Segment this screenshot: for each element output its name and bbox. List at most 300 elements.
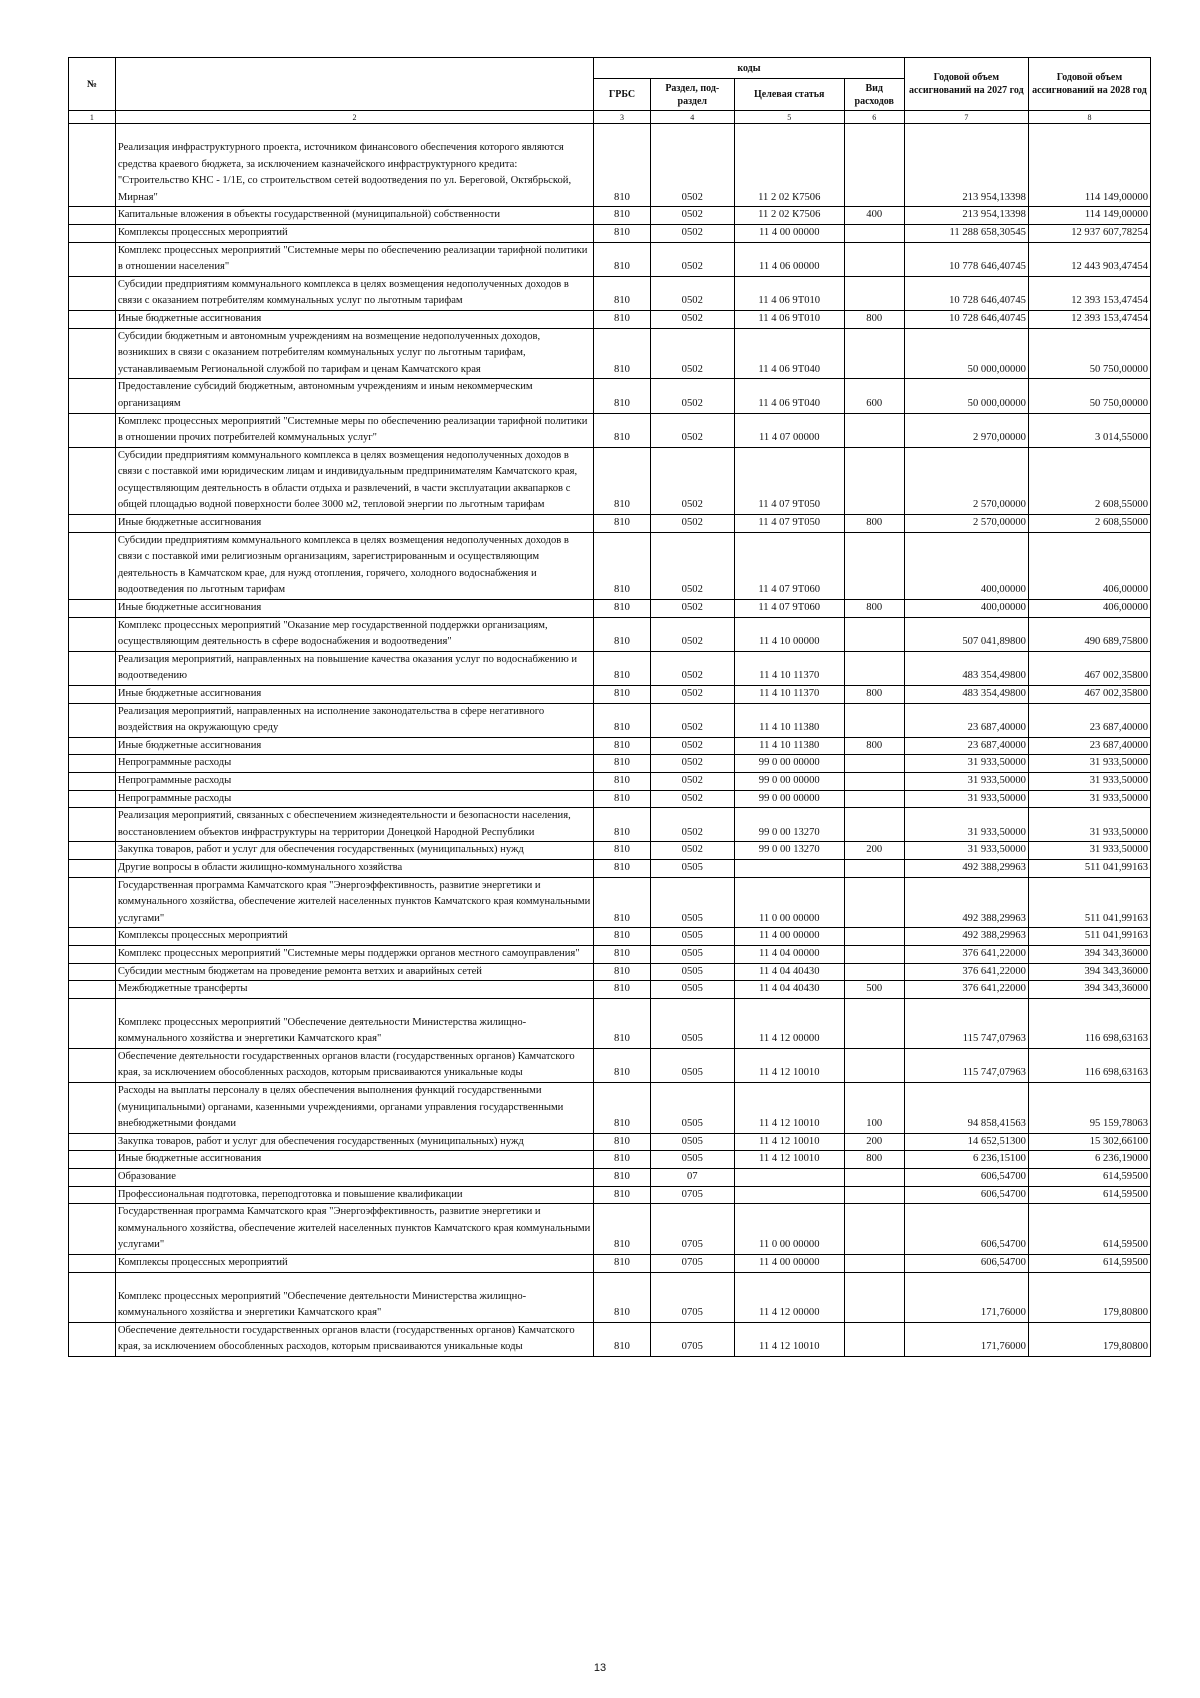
header-vid: Вид расходов (844, 79, 904, 111)
row-amount-2027: 14 652,51300 (904, 1133, 1028, 1151)
row-amount-2027: 213 954,13398 (904, 124, 1028, 207)
column-number: 4 (650, 111, 734, 124)
row-target-article: 11 4 06 9Т040 (734, 328, 844, 379)
table-row (69, 686, 1151, 704)
table-row (69, 859, 1151, 877)
row-amount-2027: 483 354,49800 (904, 651, 1028, 685)
row-razdel: 0502 (650, 276, 734, 310)
row-grbs: 810 (594, 772, 651, 790)
row-target-article: 11 4 00 00000 (734, 928, 844, 946)
row-grbs: 810 (594, 1169, 651, 1187)
row-amount-2028: 394 343,36000 (1028, 963, 1150, 981)
row-name: Обеспечение деятельности государственных органов власти (государственных органов) Камчатского края, за исключением обособленных расходов, которым присваиваются уникальные коды (115, 1048, 593, 1082)
row-target-article (734, 859, 844, 877)
row-grbs: 810 (594, 877, 651, 928)
row-grbs: 810 (594, 963, 651, 981)
row-target-article: 11 0 00 00000 (734, 1204, 844, 1255)
row-expense-type: 800 (844, 686, 904, 704)
row-razdel: 0502 (650, 651, 734, 685)
row-number-cell (69, 224, 116, 242)
table-row (69, 1151, 1151, 1169)
budget-table (68, 57, 1151, 1357)
row-amount-2028: 12 443 903,47454 (1028, 242, 1150, 276)
row-target-article: 11 4 12 10010 (734, 1151, 844, 1169)
row-target-article: 11 4 07 9Т060 (734, 532, 844, 599)
header-2027: Годовой объем ассигнований на 2027 год (904, 58, 1028, 111)
table-row (69, 379, 1151, 413)
row-number-cell (69, 737, 116, 755)
row-amount-2028: 12 937 607,78254 (1028, 224, 1150, 242)
row-amount-2027: 483 354,49800 (904, 686, 1028, 704)
row-grbs: 810 (594, 737, 651, 755)
row-target-article: 11 4 10 11380 (734, 737, 844, 755)
row-target-article: 99 0 00 13270 (734, 842, 844, 860)
row-amount-2028: 614,59500 (1028, 1169, 1150, 1187)
row-grbs: 810 (594, 515, 651, 533)
page-number: 13 (593, 1662, 607, 1674)
row-grbs: 810 (594, 379, 651, 413)
row-amount-2028: 6 236,19000 (1028, 1151, 1150, 1169)
row-number-cell (69, 928, 116, 946)
column-number: 5 (734, 111, 844, 124)
row-expense-type: 100 (844, 1083, 904, 1134)
table-row (69, 963, 1151, 981)
column-number: 7 (904, 111, 1028, 124)
table-row (69, 1186, 1151, 1204)
row-amount-2027: 2 570,00000 (904, 515, 1028, 533)
row-number-cell (69, 1169, 116, 1187)
row-razdel: 0505 (650, 928, 734, 946)
row-grbs: 810 (594, 1133, 651, 1151)
row-amount-2028: 614,59500 (1028, 1204, 1150, 1255)
row-target-article: 11 4 06 9Т010 (734, 276, 844, 310)
row-name: Капитальные вложения в объекты государственной (муниципальной) собственности (115, 207, 593, 225)
row-amount-2028: 31 933,50000 (1028, 842, 1150, 860)
table-row (69, 242, 1151, 276)
row-amount-2027: 376 641,22000 (904, 963, 1028, 981)
row-name: Межбюджетные трансферты (115, 981, 593, 999)
row-name: Комплекс процессных мероприятий "Системные меры по обеспечению реализации тарифной политики в отношении прочих потребителей коммунальных услуг" (115, 413, 593, 447)
row-target-article: 11 4 00 00000 (734, 224, 844, 242)
row-number-cell (69, 842, 116, 860)
row-razdel: 0502 (650, 224, 734, 242)
row-name: Закупка товаров, работ и услуг для обеспечения государственных (муниципальных) нужд (115, 1133, 593, 1151)
row-amount-2028: 23 687,40000 (1028, 737, 1150, 755)
row-number-cell (69, 772, 116, 790)
row-amount-2027: 507 041,89800 (904, 617, 1028, 651)
row-name: Государственная программа Камчатского края "Энергоэффективность, развитие энергетики и коммунального хозяйства, обеспечение жителей населенных пунктов Камчатского края коммунальными услугами" (115, 1204, 593, 1255)
row-amount-2028: 467 002,35800 (1028, 686, 1150, 704)
row-grbs: 810 (594, 1083, 651, 1134)
row-amount-2027: 492 388,29963 (904, 877, 1028, 928)
table-row (69, 998, 1151, 1048)
row-razdel: 0505 (650, 1048, 734, 1082)
row-target-article (734, 1169, 844, 1187)
table-row (69, 928, 1151, 946)
table-row (69, 207, 1151, 225)
row-amount-2027: 492 388,29963 (904, 859, 1028, 877)
column-number-row (69, 111, 1151, 124)
row-amount-2028: 179,80800 (1028, 1272, 1150, 1322)
row-amount-2027: 606,54700 (904, 1186, 1028, 1204)
row-expense-type (844, 413, 904, 447)
row-expense-type: 200 (844, 1133, 904, 1151)
row-target-article: 11 2 02 К7506 (734, 207, 844, 225)
row-expense-type (844, 772, 904, 790)
row-razdel: 0502 (650, 413, 734, 447)
table-row (69, 1322, 1151, 1356)
row-target-article: 11 4 07 9Т060 (734, 600, 844, 618)
row-grbs: 810 (594, 928, 651, 946)
header-razdel: Раздел, под-раздел (650, 79, 734, 111)
row-number-cell (69, 1083, 116, 1134)
row-expense-type (844, 928, 904, 946)
row-expense-type (844, 124, 904, 207)
row-amount-2028: 179,80800 (1028, 1322, 1150, 1356)
row-expense-type (844, 1322, 904, 1356)
table-row (69, 1048, 1151, 1082)
row-target-article: 11 4 12 00000 (734, 998, 844, 1048)
row-razdel: 0502 (650, 617, 734, 651)
table-row (69, 1083, 1151, 1134)
row-target-article: 11 4 12 10010 (734, 1083, 844, 1134)
row-number-cell (69, 703, 116, 737)
row-number-cell (69, 447, 116, 514)
row-amount-2027: 31 933,50000 (904, 772, 1028, 790)
row-number-cell (69, 413, 116, 447)
row-amount-2028: 31 933,50000 (1028, 790, 1150, 808)
row-amount-2027: 376 641,22000 (904, 981, 1028, 999)
column-number: 6 (844, 111, 904, 124)
row-number-cell (69, 859, 116, 877)
row-amount-2027: 10 728 646,40745 (904, 276, 1028, 310)
row-expense-type: 400 (844, 207, 904, 225)
row-amount-2028: 114 149,00000 (1028, 124, 1150, 207)
row-name: Иные бюджетные ассигнования (115, 1151, 593, 1169)
table-row (69, 981, 1151, 999)
row-target-article: 11 4 04 40430 (734, 981, 844, 999)
row-name: Реализация мероприятий, направленных на исполнение законодательства в сфере негативного воздействия на окружающую среду (115, 703, 593, 737)
row-grbs: 810 (594, 413, 651, 447)
row-expense-type (844, 242, 904, 276)
row-target-article: 11 4 00 00000 (734, 1255, 844, 1273)
row-expense-type: 500 (844, 981, 904, 999)
row-amount-2027: 94 858,41563 (904, 1083, 1028, 1134)
row-amount-2028: 2 608,55000 (1028, 515, 1150, 533)
row-name: Субсидии предприятиям коммунального комплекса в целях возмещения недополученных доходов в связи с поставкой ими юридическим лицам и индивидуальным предпринимателям Камчатского края, осуществляющим деятельность в области отдыха и развлечений, в части эксплуатации аквапарков с общей площадью водной поверхности более 3000 м2, тепловой энергии по льготным тарифам (115, 447, 593, 514)
row-expense-type (844, 276, 904, 310)
row-amount-2027: 400,00000 (904, 532, 1028, 599)
table-row (69, 755, 1151, 773)
row-razdel: 0502 (650, 515, 734, 533)
row-target-article: 99 0 00 00000 (734, 772, 844, 790)
row-expense-type: 800 (844, 310, 904, 328)
row-grbs: 810 (594, 447, 651, 514)
row-razdel: 0502 (650, 124, 734, 207)
row-razdel: 0502 (650, 447, 734, 514)
table-row (69, 703, 1151, 737)
row-razdel: 0502 (650, 772, 734, 790)
row-number-cell (69, 276, 116, 310)
table-row (69, 515, 1151, 533)
row-amount-2027: 31 933,50000 (904, 755, 1028, 773)
column-number: 8 (1028, 111, 1150, 124)
table-row (69, 532, 1151, 599)
row-target-article: 11 4 07 9Т050 (734, 447, 844, 514)
table-row (69, 328, 1151, 379)
row-expense-type (844, 651, 904, 685)
row-grbs: 810 (594, 276, 651, 310)
row-expense-type: 800 (844, 1151, 904, 1169)
row-expense-type (844, 703, 904, 737)
row-name: Субсидии местным бюджетам на проведение ремонта ветхих и аварийных сетей (115, 963, 593, 981)
row-amount-2027: 2 570,00000 (904, 447, 1028, 514)
row-grbs: 810 (594, 1048, 651, 1082)
table-row (69, 1169, 1151, 1187)
table-row (69, 651, 1151, 685)
row-amount-2027: 492 388,29963 (904, 928, 1028, 946)
row-amount-2028: 50 750,00000 (1028, 328, 1150, 379)
row-amount-2027: 606,54700 (904, 1169, 1028, 1187)
budget-sheet (68, 57, 1151, 1357)
row-razdel: 0502 (650, 686, 734, 704)
row-grbs: 810 (594, 998, 651, 1048)
row-number-cell (69, 379, 116, 413)
row-expense-type (844, 617, 904, 651)
row-razdel: 0502 (650, 808, 734, 842)
row-amount-2028: 116 698,63163 (1028, 1048, 1150, 1082)
row-amount-2028: 3 014,55000 (1028, 413, 1150, 447)
row-number-cell (69, 1204, 116, 1255)
row-expense-type (844, 998, 904, 1048)
header-number: № (69, 58, 116, 111)
row-grbs: 810 (594, 686, 651, 704)
row-amount-2028: 31 933,50000 (1028, 808, 1150, 842)
table-row (69, 1133, 1151, 1151)
row-grbs: 810 (594, 651, 651, 685)
row-amount-2027: 10 728 646,40745 (904, 310, 1028, 328)
row-name: Комплекс процессных мероприятий "Системные меры поддержки органов местного самоуправления" (115, 945, 593, 963)
row-grbs: 810 (594, 1204, 651, 1255)
row-amount-2028: 467 002,35800 (1028, 651, 1150, 685)
row-amount-2028: 95 159,78063 (1028, 1083, 1150, 1134)
row-expense-type: 600 (844, 379, 904, 413)
row-name: Реализация мероприятий, направленных на повышение качества оказания услуг по водоснабжению и водоотведению (115, 651, 593, 685)
row-amount-2027: 171,76000 (904, 1322, 1028, 1356)
row-name: Непрограммные расходы (115, 772, 593, 790)
row-amount-2027: 50 000,00000 (904, 379, 1028, 413)
row-name: Реализация инфраструктурного проекта, источником финансового обеспечения которого являются средства краевого бюджета, за исключением казначейского инфраструктурного кредита: "Строительство КНС - 1/1Е, со строительством сетей водоотведения по ул. Береговой, Октябрьской, Мирная" (115, 124, 593, 207)
row-name: Реализация мероприятий, связанных с обеспечением жизнедеятельности и безопасности населения, восстановлением объектов инфраструктуры на территории Донецкой Народной Республики (115, 808, 593, 842)
column-number: 3 (594, 111, 651, 124)
row-amount-2027: 31 933,50000 (904, 842, 1028, 860)
row-target-article: 99 0 00 00000 (734, 755, 844, 773)
row-name: Комплекс процессных мероприятий "Обеспечение деятельности Министерства жилищно-коммунального хозяйства и энергетики Камчатского края" (115, 998, 593, 1048)
row-target-article: 11 4 04 40430 (734, 963, 844, 981)
table-row (69, 808, 1151, 842)
row-name: Расходы на выплаты персоналу в целях обеспечения выполнения функций государственными (муниципальными) органами, казенными учреждениями, органами управления государственными внебюджетными фондами (115, 1083, 593, 1134)
row-expense-type (844, 859, 904, 877)
row-amount-2027: 400,00000 (904, 600, 1028, 618)
row-number-cell (69, 617, 116, 651)
row-name: Иные бюджетные ассигнования (115, 310, 593, 328)
header-2028: Годовой объем ассигнований на 2028 год (1028, 58, 1150, 111)
row-amount-2028: 614,59500 (1028, 1186, 1150, 1204)
row-number-cell (69, 515, 116, 533)
row-expense-type (844, 1204, 904, 1255)
row-number-cell (69, 328, 116, 379)
row-grbs: 810 (594, 532, 651, 599)
row-target-article: 11 4 12 10010 (734, 1048, 844, 1082)
row-name: Субсидии бюджетным и автономным учреждениям на возмещение недополученных доходов, возникших в связи с оказанием потребителям коммунальных услуг по льготным тарифам, устанавливаемым Региональной службой по тарифам и ценам Камчатского края (115, 328, 593, 379)
row-razdel: 0505 (650, 1133, 734, 1151)
row-expense-type (844, 447, 904, 514)
row-amount-2027: 213 954,13398 (904, 207, 1028, 225)
row-razdel: 0705 (650, 1322, 734, 1356)
table-row (69, 617, 1151, 651)
header-codes: коды (594, 58, 905, 79)
row-name: Непрограммные расходы (115, 755, 593, 773)
row-grbs: 810 (594, 224, 651, 242)
row-amount-2028: 116 698,63163 (1028, 998, 1150, 1048)
row-amount-2027: 23 687,40000 (904, 737, 1028, 755)
table-row (69, 276, 1151, 310)
row-razdel: 0502 (650, 737, 734, 755)
row-number-cell (69, 755, 116, 773)
row-razdel: 07 (650, 1169, 734, 1187)
row-number-cell (69, 310, 116, 328)
table-row (69, 1204, 1151, 1255)
row-expense-type (844, 1186, 904, 1204)
row-amount-2028: 31 933,50000 (1028, 755, 1150, 773)
row-number-cell (69, 600, 116, 618)
row-name: Закупка товаров, работ и услуг для обеспечения государственных (муниципальных) нужд (115, 842, 593, 860)
row-amount-2028: 394 343,36000 (1028, 981, 1150, 999)
row-number-cell (69, 998, 116, 1048)
row-razdel: 0502 (650, 310, 734, 328)
row-target-article: 11 4 10 11370 (734, 686, 844, 704)
row-amount-2027: 31 933,50000 (904, 808, 1028, 842)
row-name: Субсидии предприятиям коммунального комплекса в целях возмещения недополученных доходов в связи с поставкой ими религиозным организациям, зарегистрированным и осуществляющим деятельность в Камчатском крае, для нужд отопления, горячего, холодного водоснабжения и водоотведения по льготным тарифам (115, 532, 593, 599)
header-grbs: ГРБС (594, 79, 651, 111)
row-number-cell (69, 532, 116, 599)
table-row (69, 790, 1151, 808)
column-number: 1 (69, 111, 116, 124)
row-grbs: 810 (594, 617, 651, 651)
row-amount-2028: 2 608,55000 (1028, 447, 1150, 514)
row-expense-type: 800 (844, 600, 904, 618)
row-name: Комплекс процессных мероприятий "Обеспечение деятельности Министерства жилищно-коммунального хозяйства и энергетики Камчатского края" (115, 1272, 593, 1322)
row-name: Образование (115, 1169, 593, 1187)
table-body (69, 124, 1151, 1357)
row-amount-2028: 511 041,99163 (1028, 859, 1150, 877)
column-number: 2 (115, 111, 593, 124)
row-number-cell (69, 242, 116, 276)
row-expense-type (844, 808, 904, 842)
row-expense-type (844, 1272, 904, 1322)
row-grbs: 810 (594, 1255, 651, 1273)
row-name: Иные бюджетные ассигнования (115, 737, 593, 755)
row-target-article: 11 4 06 00000 (734, 242, 844, 276)
row-name: Комплекс процессных мероприятий "Системные меры по обеспечению реализации тарифной политики в отношении населения" (115, 242, 593, 276)
row-amount-2028: 614,59500 (1028, 1255, 1150, 1273)
row-razdel: 0505 (650, 1151, 734, 1169)
row-grbs: 810 (594, 310, 651, 328)
row-razdel: 0505 (650, 877, 734, 928)
row-expense-type: 800 (844, 737, 904, 755)
row-razdel: 0502 (650, 242, 734, 276)
row-razdel: 0505 (650, 945, 734, 963)
row-razdel: 0502 (650, 207, 734, 225)
row-amount-2027: 31 933,50000 (904, 790, 1028, 808)
row-expense-type (844, 328, 904, 379)
row-grbs: 810 (594, 981, 651, 999)
row-name: Иные бюджетные ассигнования (115, 600, 593, 618)
row-name: Другие вопросы в области жилищно-коммунального хозяйства (115, 859, 593, 877)
row-number-cell (69, 1133, 116, 1151)
row-target-article: 11 4 12 00000 (734, 1272, 844, 1322)
row-amount-2027: 376 641,22000 (904, 945, 1028, 963)
row-number-cell (69, 790, 116, 808)
row-name: Иные бюджетные ассигнования (115, 686, 593, 704)
row-razdel: 0705 (650, 1186, 734, 1204)
row-target-article: 11 0 00 00000 (734, 877, 844, 928)
row-grbs: 810 (594, 242, 651, 276)
row-razdel: 0502 (650, 755, 734, 773)
row-razdel: 0705 (650, 1255, 734, 1273)
row-number-cell (69, 1322, 116, 1356)
row-target-article: 11 4 10 11370 (734, 651, 844, 685)
row-expense-type (844, 224, 904, 242)
row-razdel: 0502 (650, 600, 734, 618)
row-number-cell (69, 686, 116, 704)
table-row (69, 737, 1151, 755)
row-name: Комплекс процессных мероприятий "Оказание мер государственной поддержки организациям, осуществляющим деятельность в сфере водоснабжения и водоотведения" (115, 617, 593, 651)
row-target-article: 99 0 00 13270 (734, 808, 844, 842)
row-amount-2028: 394 343,36000 (1028, 945, 1150, 963)
row-amount-2027: 606,54700 (904, 1255, 1028, 1273)
row-amount-2027: 50 000,00000 (904, 328, 1028, 379)
header-name (115, 58, 593, 111)
row-expense-type: 800 (844, 515, 904, 533)
row-grbs: 810 (594, 945, 651, 963)
row-number-cell (69, 1151, 116, 1169)
row-name: Непрограммные расходы (115, 790, 593, 808)
row-expense-type (844, 963, 904, 981)
table-row (69, 877, 1151, 928)
row-razdel: 0502 (650, 532, 734, 599)
row-expense-type (844, 790, 904, 808)
table-row (69, 945, 1151, 963)
row-number-cell (69, 981, 116, 999)
row-grbs: 810 (594, 808, 651, 842)
row-amount-2028: 12 393 153,47454 (1028, 276, 1150, 310)
row-grbs: 810 (594, 600, 651, 618)
row-number-cell (69, 651, 116, 685)
row-razdel: 0705 (650, 1272, 734, 1322)
row-number-cell (69, 1048, 116, 1082)
row-name: Предоставление субсидий бюджетным, автономным учреждениям и иным некоммерческим организациям (115, 379, 593, 413)
row-razdel: 0705 (650, 1204, 734, 1255)
row-target-article: 11 4 07 00000 (734, 413, 844, 447)
row-amount-2028: 31 933,50000 (1028, 772, 1150, 790)
row-amount-2027: 23 687,40000 (904, 703, 1028, 737)
row-razdel: 0505 (650, 963, 734, 981)
row-target-article: 11 4 07 9Т050 (734, 515, 844, 533)
row-razdel: 0502 (650, 328, 734, 379)
row-target-article: 11 4 10 11380 (734, 703, 844, 737)
row-amount-2028: 23 687,40000 (1028, 703, 1150, 737)
